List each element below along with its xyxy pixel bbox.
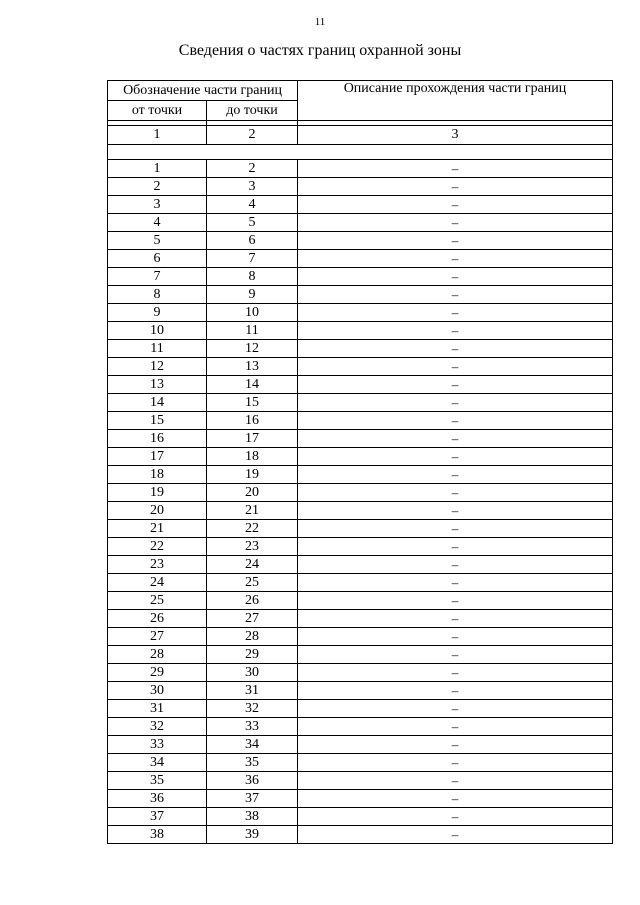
table-row: [108, 718, 613, 736]
table-row: [108, 646, 613, 664]
table-row: [108, 196, 613, 214]
from-point-cell: 1: [108, 160, 207, 178]
to-point-cell: 22: [207, 520, 298, 538]
column-number-cell: 1: [108, 126, 207, 145]
header-to-point-cell: до точки: [207, 101, 298, 121]
to-point-cell: 39: [207, 826, 298, 844]
to-point-cell: 7: [207, 250, 298, 268]
header-group-cell: Обозначение части границ: [108, 81, 298, 101]
from-point-cell: 7: [108, 268, 207, 286]
table-row: [108, 592, 613, 610]
table-row: [108, 664, 613, 682]
description-cell: –: [298, 646, 613, 664]
description-cell: –: [298, 736, 613, 754]
to-point-cell: 34: [207, 736, 298, 754]
description-cell: –: [298, 232, 613, 250]
description-cell: –: [298, 394, 613, 412]
to-point-cell: 27: [207, 610, 298, 628]
to-point-cell: 9: [207, 286, 298, 304]
table-body: [108, 160, 613, 844]
to-point-cell: 29: [207, 646, 298, 664]
to-point-cell: 13: [207, 358, 298, 376]
from-point-cell: 17: [108, 448, 207, 466]
from-point-cell: 18: [108, 466, 207, 484]
to-point-cell: 33: [207, 718, 298, 736]
to-point-cell: 36: [207, 772, 298, 790]
description-cell: –: [298, 592, 613, 610]
column-number-cell: 2: [207, 126, 298, 145]
to-point-cell: 26: [207, 592, 298, 610]
to-point-cell: 6: [207, 232, 298, 250]
to-point-cell: 14: [207, 376, 298, 394]
from-point-cell: 34: [108, 754, 207, 772]
description-cell: –: [298, 754, 613, 772]
to-point-cell: 32: [207, 700, 298, 718]
description-cell: –: [298, 340, 613, 358]
table-row: [108, 466, 613, 484]
to-point-cell: 4: [207, 196, 298, 214]
to-point-cell: 17: [207, 430, 298, 448]
from-point-cell: 27: [108, 628, 207, 646]
table-row: [108, 304, 613, 322]
description-cell: –: [298, 610, 613, 628]
table-row: [108, 340, 613, 358]
to-point-cell: 2: [207, 160, 298, 178]
from-point-cell: 12: [108, 358, 207, 376]
from-point-cell: 6: [108, 250, 207, 268]
table-row: [108, 826, 613, 844]
from-point-cell: 5: [108, 232, 207, 250]
table-row: [108, 358, 613, 376]
from-point-cell: 8: [108, 286, 207, 304]
from-point-cell: 11: [108, 340, 207, 358]
from-point-cell: 36: [108, 790, 207, 808]
to-point-cell: 35: [207, 754, 298, 772]
to-point-cell: 31: [207, 682, 298, 700]
description-cell: –: [298, 538, 613, 556]
description-cell: –: [298, 358, 613, 376]
to-point-cell: 11: [207, 322, 298, 340]
to-point-cell: 23: [207, 538, 298, 556]
from-point-cell: 9: [108, 304, 207, 322]
description-cell: –: [298, 286, 613, 304]
to-point-cell: 24: [207, 556, 298, 574]
from-point-cell: 21: [108, 520, 207, 538]
column-number-row: [108, 126, 613, 145]
description-cell: –: [298, 268, 613, 286]
table-row: [108, 520, 613, 538]
description-cell: –: [298, 664, 613, 682]
from-point-cell: 13: [108, 376, 207, 394]
table-row: [108, 178, 613, 196]
table-row: [108, 232, 613, 250]
to-point-cell: 16: [207, 412, 298, 430]
table-row: [108, 682, 613, 700]
page-number: 11: [314, 16, 326, 28]
description-cell: –: [298, 700, 613, 718]
to-point-cell: 5: [207, 214, 298, 232]
table-row: [108, 394, 613, 412]
table-row: [108, 772, 613, 790]
from-point-cell: 32: [108, 718, 207, 736]
header-description-cell: Описание прохождения части границ: [298, 81, 613, 121]
from-point-cell: 20: [108, 502, 207, 520]
table-row: [108, 790, 613, 808]
from-point-cell: 31: [108, 700, 207, 718]
to-point-cell: 10: [207, 304, 298, 322]
description-cell: –: [298, 718, 613, 736]
table-header: [108, 81, 613, 160]
description-cell: –: [298, 520, 613, 538]
table-row: [108, 268, 613, 286]
table-row: [108, 286, 613, 304]
from-point-cell: 22: [108, 538, 207, 556]
description-cell: –: [298, 250, 613, 268]
boundary-parts-table: [107, 80, 613, 844]
to-point-cell: 20: [207, 484, 298, 502]
table-row: [108, 430, 613, 448]
from-point-cell: 35: [108, 772, 207, 790]
table-row: [108, 754, 613, 772]
to-point-cell: 37: [207, 790, 298, 808]
from-point-cell: 15: [108, 412, 207, 430]
to-point-cell: 30: [207, 664, 298, 682]
from-point-cell: 26: [108, 610, 207, 628]
to-point-cell: 28: [207, 628, 298, 646]
description-cell: –: [298, 430, 613, 448]
from-point-cell: 33: [108, 736, 207, 754]
table-row: [108, 322, 613, 340]
description-cell: –: [298, 304, 613, 322]
description-cell: –: [298, 682, 613, 700]
table-row: [108, 412, 613, 430]
description-cell: –: [298, 826, 613, 844]
from-point-cell: 30: [108, 682, 207, 700]
description-cell: –: [298, 178, 613, 196]
description-cell: –: [298, 448, 613, 466]
to-point-cell: 15: [207, 394, 298, 412]
table-row: [108, 628, 613, 646]
table-row: [108, 502, 613, 520]
table-row: [108, 538, 613, 556]
from-point-cell: 37: [108, 808, 207, 826]
to-point-cell: 12: [207, 340, 298, 358]
table-row: [108, 808, 613, 826]
from-point-cell: 19: [108, 484, 207, 502]
table-row: [108, 556, 613, 574]
from-point-cell: 3: [108, 196, 207, 214]
to-point-cell: 19: [207, 466, 298, 484]
from-point-cell: 38: [108, 826, 207, 844]
table-row: [108, 574, 613, 592]
description-cell: –: [298, 322, 613, 340]
from-point-cell: 10: [108, 322, 207, 340]
from-point-cell: 2: [108, 178, 207, 196]
table-row: [108, 700, 613, 718]
table-row: [108, 214, 613, 232]
description-cell: –: [298, 628, 613, 646]
to-point-cell: 8: [207, 268, 298, 286]
description-cell: –: [298, 466, 613, 484]
description-cell: –: [298, 790, 613, 808]
description-cell: –: [298, 214, 613, 232]
column-number-cell: 3: [298, 126, 613, 145]
description-cell: –: [298, 484, 613, 502]
from-point-cell: 28: [108, 646, 207, 664]
to-point-cell: 18: [207, 448, 298, 466]
table-row: [108, 610, 613, 628]
table-row: [108, 484, 613, 502]
to-point-cell: 21: [207, 502, 298, 520]
to-point-cell: 25: [207, 574, 298, 592]
from-point-cell: 23: [108, 556, 207, 574]
page-title: Сведения о частях границ охранной зоны: [178, 42, 462, 59]
description-cell: –: [298, 196, 613, 214]
from-point-cell: 25: [108, 592, 207, 610]
to-point-cell: 38: [207, 808, 298, 826]
description-cell: –: [298, 556, 613, 574]
description-cell: –: [298, 574, 613, 592]
from-point-cell: 24: [108, 574, 207, 592]
description-cell: –: [298, 502, 613, 520]
description-cell: –: [298, 376, 613, 394]
table-row: [108, 376, 613, 394]
from-point-cell: 4: [108, 214, 207, 232]
from-point-cell: 16: [108, 430, 207, 448]
table-row: [108, 250, 613, 268]
header-from-point-cell: от точки: [108, 101, 207, 121]
description-cell: –: [298, 160, 613, 178]
to-point-cell: 3: [207, 178, 298, 196]
description-cell: –: [298, 808, 613, 826]
description-cell: –: [298, 772, 613, 790]
from-point-cell: 29: [108, 664, 207, 682]
table-row: [108, 736, 613, 754]
table-row: [108, 160, 613, 178]
empty-section-row: [108, 145, 613, 160]
description-cell: –: [298, 412, 613, 430]
from-point-cell: 14: [108, 394, 207, 412]
table-row: [108, 448, 613, 466]
